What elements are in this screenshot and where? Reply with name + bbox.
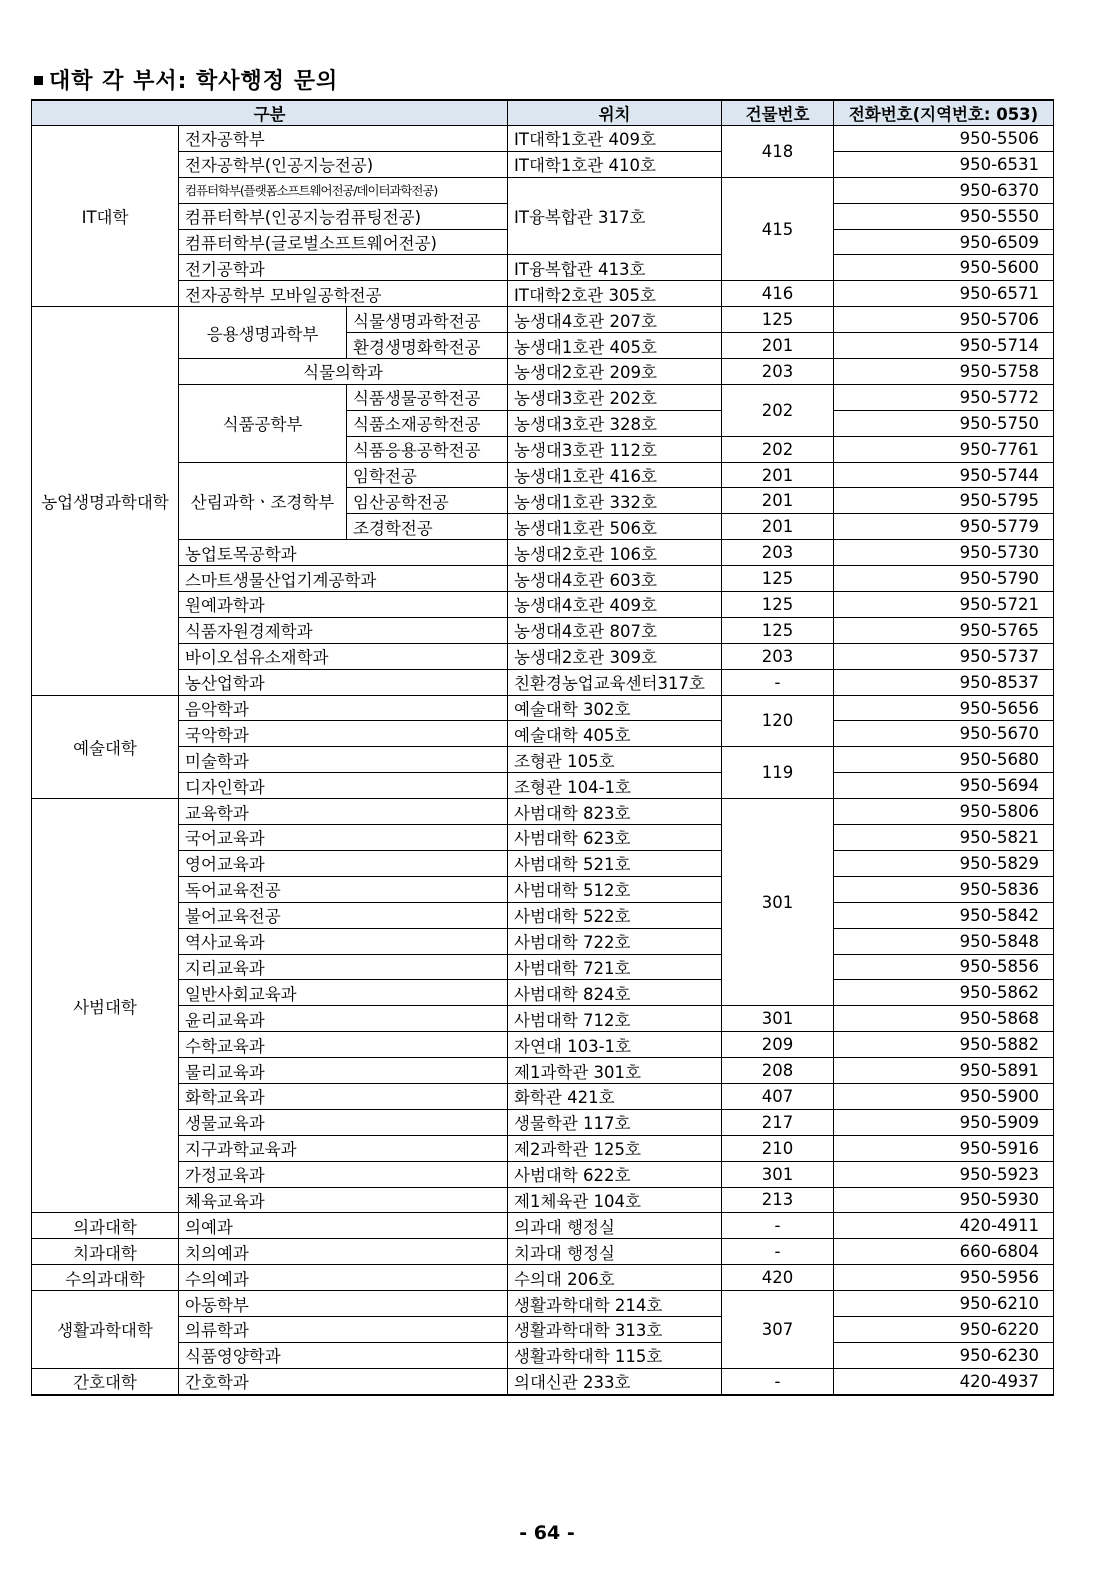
- table-row: [32, 1032, 1054, 1058]
- building-cell: 203: [722, 359, 834, 385]
- location-cell: 조형관 105호: [508, 747, 722, 773]
- building-cell: 420: [722, 1265, 834, 1291]
- dept-cell: 식품자원경제학과: [179, 617, 508, 643]
- location-cell: 사범대학 522호: [508, 902, 722, 928]
- location-cell: 농생대3호관 202호: [508, 384, 722, 410]
- phone-cell: 950-5836: [834, 876, 1054, 902]
- dept-cell: 독어교육전공: [179, 876, 508, 902]
- dept-cell: 수의예과: [179, 1265, 508, 1291]
- table-row: [32, 540, 1054, 566]
- building-cell: 307: [722, 1291, 834, 1369]
- header-building: 건물번호: [722, 100, 834, 126]
- phone-cell: 950-8537: [834, 669, 1054, 695]
- building-cell: 301: [722, 1161, 834, 1187]
- dept-cell: 전자공학부: [179, 126, 508, 152]
- page-number: - 64 -: [519, 1522, 575, 1544]
- table-row: [32, 669, 1054, 695]
- phone-cell: 950-6230: [834, 1342, 1054, 1368]
- building-cell: 125: [722, 566, 834, 592]
- phone-cell: 950-5821: [834, 825, 1054, 851]
- table-row: [32, 1239, 1054, 1265]
- dept-cell: 국어교육과: [179, 825, 508, 851]
- phone-cell: 950-5900: [834, 1083, 1054, 1109]
- dept-cell: 지구과학교육과: [179, 1135, 508, 1161]
- phone-cell: 950-5882: [834, 1032, 1054, 1058]
- group-cell: 식품공학부: [179, 384, 347, 462]
- phone-cell: 950-5750: [834, 410, 1054, 436]
- dept-cell: 수학교육과: [179, 1032, 508, 1058]
- phone-cell: 950-6370: [834, 177, 1054, 203]
- dept-cell: 화학교육과: [179, 1083, 508, 1109]
- dept-cell: 컴퓨터학부(플랫폼소프트웨어전공/데이터과학전공): [179, 177, 508, 203]
- location-cell: 농생대2호관 209호: [508, 359, 722, 385]
- building-cell: 208: [722, 1058, 834, 1084]
- location-cell: 조형관 104-1호: [508, 773, 722, 799]
- location-cell: 농생대3호관 112호: [508, 436, 722, 462]
- dept-cell: 스마트생물산업기계공학과: [179, 566, 508, 592]
- dept-cell: 체육교육과: [179, 1187, 508, 1213]
- college-cell: IT대학: [32, 126, 179, 307]
- location-cell: 제1체육관 104호: [508, 1187, 722, 1213]
- phone-cell: 420-4911: [834, 1213, 1054, 1239]
- dept-cell: 조경학전공: [347, 514, 508, 540]
- location-cell: 예술대학 405호: [508, 721, 722, 747]
- table-row: [32, 1342, 1054, 1368]
- table-row: [32, 980, 1054, 1006]
- location-cell: 사범대학 712호: [508, 1006, 722, 1032]
- college-cell: 예술대학: [32, 695, 179, 799]
- building-cell: 120: [722, 695, 834, 747]
- building-cell: 407: [722, 1083, 834, 1109]
- dept-cell: 컴퓨터학부(인공지능컴퓨팅전공): [179, 203, 508, 229]
- table-row: [32, 799, 1054, 825]
- table-row: [32, 876, 1054, 902]
- building-cell: 301: [722, 1006, 834, 1032]
- location-cell: 사범대학 823호: [508, 799, 722, 825]
- building-cell: 217: [722, 1109, 834, 1135]
- dept-cell: 의류학과: [179, 1316, 508, 1342]
- phone-cell: 950-6571: [834, 281, 1054, 307]
- table-row: [32, 281, 1054, 307]
- table-row: [32, 1265, 1054, 1291]
- location-cell: 농생대2호관 309호: [508, 643, 722, 669]
- building-cell: 119: [722, 747, 834, 799]
- dept-cell: 전자공학부(인공지능전공): [179, 151, 508, 177]
- building-cell: 125: [722, 307, 834, 333]
- phone-cell: 950-5656: [834, 695, 1054, 721]
- header-division: 구분: [32, 100, 508, 126]
- table-row: [32, 1187, 1054, 1213]
- location-cell: 제2과학관 125호: [508, 1135, 722, 1161]
- college-cell: 농업생명과학대학: [32, 307, 179, 695]
- location-cell: 생활과학대학 313호: [508, 1316, 722, 1342]
- table-row: [32, 177, 1054, 203]
- location-cell: 농생대4호관 409호: [508, 592, 722, 618]
- location-cell: 화학관 421호: [508, 1083, 722, 1109]
- phone-cell: 950-5600: [834, 255, 1054, 281]
- location-cell: 사범대학 824호: [508, 980, 722, 1006]
- location-cell: 사범대학 721호: [508, 954, 722, 980]
- building-cell: -: [722, 669, 834, 695]
- building-cell: 301: [722, 799, 834, 1006]
- table-row: [32, 643, 1054, 669]
- phone-cell: 950-5506: [834, 126, 1054, 152]
- table-row: [32, 592, 1054, 618]
- table-row: [32, 773, 1054, 799]
- dept-cell: 식품응용공학전공: [347, 436, 508, 462]
- table-row: [32, 1135, 1054, 1161]
- phone-cell: 950-5848: [834, 928, 1054, 954]
- phone-cell: 420-4937: [834, 1368, 1054, 1394]
- college-cell: 사범대학: [32, 799, 179, 1213]
- dept-cell: 바이오섬유소재학과: [179, 643, 508, 669]
- location-cell: 농생대1호관 506호: [508, 514, 722, 540]
- location-cell: 생물학관 117호: [508, 1109, 722, 1135]
- section-title: 대학 각 부서: 학사행정 문의: [34, 64, 338, 95]
- location-cell: 의대신관 233호: [508, 1368, 722, 1394]
- dept-cell: 식품소재공학전공: [347, 410, 508, 436]
- location-cell: 농생대2호관 106호: [508, 540, 722, 566]
- phone-cell: 950-5923: [834, 1161, 1054, 1187]
- building-cell: 415: [722, 177, 834, 281]
- table-row: [32, 1058, 1054, 1084]
- phone-cell: 950-5806: [834, 799, 1054, 825]
- dept-cell: 불어교육전공: [179, 902, 508, 928]
- table-row: [32, 1161, 1054, 1187]
- building-cell: -: [722, 1213, 834, 1239]
- dept-cell: 전자공학부 모바일공학전공: [179, 281, 508, 307]
- building-cell: 125: [722, 592, 834, 618]
- building-cell: 418: [722, 126, 834, 178]
- location-cell: 농생대1호관 332호: [508, 488, 722, 514]
- table-row: [32, 1368, 1054, 1394]
- building-cell: 201: [722, 462, 834, 488]
- table-row: [32, 151, 1054, 177]
- table-row: [32, 462, 1054, 488]
- dept-cell: 일반사회교육과: [179, 980, 508, 1006]
- phone-cell: 950-5706: [834, 307, 1054, 333]
- phone-cell: 950-5930: [834, 1187, 1054, 1213]
- building-cell: 210: [722, 1135, 834, 1161]
- table-row: [32, 825, 1054, 851]
- group-cell: 식물의학과: [179, 359, 508, 385]
- group-cell: 응용생명과학부: [179, 307, 347, 359]
- phone-cell: 950-5744: [834, 462, 1054, 488]
- dept-cell: 전기공학과: [179, 255, 508, 281]
- table-row: [32, 721, 1054, 747]
- location-cell: 의과대 행정실: [508, 1213, 722, 1239]
- contact-table: [31, 99, 1054, 1396]
- dept-cell: 간호학과: [179, 1368, 508, 1394]
- phone-cell: 950-5891: [834, 1058, 1054, 1084]
- phone-cell: 950-7761: [834, 436, 1054, 462]
- dept-cell: 가정교육과: [179, 1161, 508, 1187]
- building-cell: 416: [722, 281, 834, 307]
- phone-cell: 950-5670: [834, 721, 1054, 747]
- location-cell: 예술대학 302호: [508, 695, 722, 721]
- dept-cell: 컴퓨터학부(글로벌소프트웨어전공): [179, 229, 508, 255]
- phone-cell: 950-5829: [834, 850, 1054, 876]
- dept-cell: 음악학과: [179, 695, 508, 721]
- table-row: [32, 902, 1054, 928]
- header-location: 위치: [508, 100, 722, 126]
- phone-cell: 950-6531: [834, 151, 1054, 177]
- phone-cell: 950-5856: [834, 954, 1054, 980]
- building-cell: 203: [722, 643, 834, 669]
- phone-cell: 950-5680: [834, 747, 1054, 773]
- location-cell: 치과대 행정실: [508, 1239, 722, 1265]
- location-cell: 사범대학 521호: [508, 850, 722, 876]
- table-row: [32, 307, 1054, 333]
- dept-cell: 임학전공: [347, 462, 508, 488]
- phone-cell: 950-5721: [834, 592, 1054, 618]
- header-row: [32, 100, 1054, 126]
- table-row: [32, 1291, 1054, 1317]
- location-cell: 제1과학관 301호: [508, 1058, 722, 1084]
- table-row: [32, 126, 1054, 152]
- dept-cell: 역사교육과: [179, 928, 508, 954]
- building-cell: 201: [722, 514, 834, 540]
- location-cell: 농생대1호관 416호: [508, 462, 722, 488]
- phone-cell: 950-5694: [834, 773, 1054, 799]
- phone-cell: 950-5909: [834, 1109, 1054, 1135]
- table-row: [32, 384, 1054, 410]
- group-cell: 산림과학ㆍ조경학부: [179, 462, 347, 540]
- phone-cell: 950-5758: [834, 359, 1054, 385]
- building-cell: -: [722, 1368, 834, 1394]
- phone-cell: 660-6804: [834, 1239, 1054, 1265]
- location-cell: IT융복합관 317호: [508, 177, 722, 255]
- location-cell: 친환경농업교육센터317호: [508, 669, 722, 695]
- phone-cell: 950-5862: [834, 980, 1054, 1006]
- dept-cell: 물리교육과: [179, 1058, 508, 1084]
- phone-cell: 950-5795: [834, 488, 1054, 514]
- table-row: [32, 617, 1054, 643]
- location-cell: 농생대4호관 207호: [508, 307, 722, 333]
- location-cell: 농생대3호관 328호: [508, 410, 722, 436]
- phone-cell: 950-5916: [834, 1135, 1054, 1161]
- dept-cell: 윤리교육과: [179, 1006, 508, 1032]
- phone-cell: 950-5737: [834, 643, 1054, 669]
- dept-cell: 교육학과: [179, 799, 508, 825]
- location-cell: 사범대학 512호: [508, 876, 722, 902]
- location-cell: 자연대 103-1호: [508, 1032, 722, 1058]
- dept-cell: 임산공학전공: [347, 488, 508, 514]
- phone-cell: 950-6210: [834, 1291, 1054, 1317]
- table-row: [32, 359, 1054, 385]
- table-row: [32, 928, 1054, 954]
- location-cell: IT대학1호관 410호: [508, 151, 722, 177]
- table-row: [32, 1083, 1054, 1109]
- dept-cell: 지리교육과: [179, 954, 508, 980]
- phone-cell: 950-5550: [834, 203, 1054, 229]
- location-cell: 생활과학대학 214호: [508, 1291, 722, 1317]
- building-cell: 202: [722, 384, 834, 436]
- building-cell: 201: [722, 333, 834, 359]
- table-row: [32, 1316, 1054, 1342]
- location-cell: IT융복합관 413호: [508, 255, 722, 281]
- location-cell: 사범대학 623호: [508, 825, 722, 851]
- building-cell: 209: [722, 1032, 834, 1058]
- table-row: [32, 566, 1054, 592]
- location-cell: 농생대4호관 603호: [508, 566, 722, 592]
- location-cell: 사범대학 722호: [508, 928, 722, 954]
- phone-cell: 950-5779: [834, 514, 1054, 540]
- dept-cell: 영어교육과: [179, 850, 508, 876]
- building-cell: 201: [722, 488, 834, 514]
- phone-cell: 950-5842: [834, 902, 1054, 928]
- location-cell: 생활과학대학 115호: [508, 1342, 722, 1368]
- dept-cell: 농산업학과: [179, 669, 508, 695]
- college-cell: 간호대학: [32, 1368, 179, 1394]
- table-row: [32, 1213, 1054, 1239]
- phone-cell: 950-5956: [834, 1265, 1054, 1291]
- dept-cell: 아동학부: [179, 1291, 508, 1317]
- phone-cell: 950-6509: [834, 229, 1054, 255]
- dept-cell: 식품영양학과: [179, 1342, 508, 1368]
- building-cell: 202: [722, 436, 834, 462]
- building-cell: 213: [722, 1187, 834, 1213]
- location-cell: 농생대4호관 807호: [508, 617, 722, 643]
- dept-cell: 식물생명과학전공: [347, 307, 508, 333]
- phone-cell: 950-5730: [834, 540, 1054, 566]
- dept-cell: 환경생명화학전공: [347, 333, 508, 359]
- dept-cell: 식품생물공학전공: [347, 384, 508, 410]
- college-cell: 수의과대학: [32, 1265, 179, 1291]
- table-row: [32, 747, 1054, 773]
- table-row: [32, 954, 1054, 980]
- header-phone: 전화번호(지역번호: 053): [834, 100, 1054, 126]
- table-row: [32, 695, 1054, 721]
- location-cell: 수의대 206호: [508, 1265, 722, 1291]
- location-cell: 농생대1호관 405호: [508, 333, 722, 359]
- location-cell: IT대학1호관 409호: [508, 126, 722, 152]
- dept-cell: 디자인학과: [179, 773, 508, 799]
- dept-cell: 국악학과: [179, 721, 508, 747]
- square-bullet-icon: [34, 76, 43, 85]
- table-row: [32, 850, 1054, 876]
- phone-cell: 950-5765: [834, 617, 1054, 643]
- building-cell: -: [722, 1239, 834, 1265]
- table-row: [32, 1006, 1054, 1032]
- college-cell: 의과대학: [32, 1213, 179, 1239]
- table-row: [32, 255, 1054, 281]
- college-cell: 치과대학: [32, 1239, 179, 1265]
- college-cell: 생활과학대학: [32, 1291, 179, 1369]
- dept-cell: 생물교육과: [179, 1109, 508, 1135]
- phone-cell: 950-5790: [834, 566, 1054, 592]
- phone-cell: 950-5772: [834, 384, 1054, 410]
- dept-cell: 치의예과: [179, 1239, 508, 1265]
- building-cell: 203: [722, 540, 834, 566]
- location-cell: IT대학2호관 305호: [508, 281, 722, 307]
- phone-cell: 950-5868: [834, 1006, 1054, 1032]
- dept-cell: 의예과: [179, 1213, 508, 1239]
- dept-cell: 미술학과: [179, 747, 508, 773]
- location-cell: 사범대학 622호: [508, 1161, 722, 1187]
- phone-cell: 950-5714: [834, 333, 1054, 359]
- phone-cell: 950-6220: [834, 1316, 1054, 1342]
- building-cell: 125: [722, 617, 834, 643]
- table-row: [32, 1109, 1054, 1135]
- dept-cell: 농업토목공학과: [179, 540, 508, 566]
- dept-cell: 원예과학과: [179, 592, 508, 618]
